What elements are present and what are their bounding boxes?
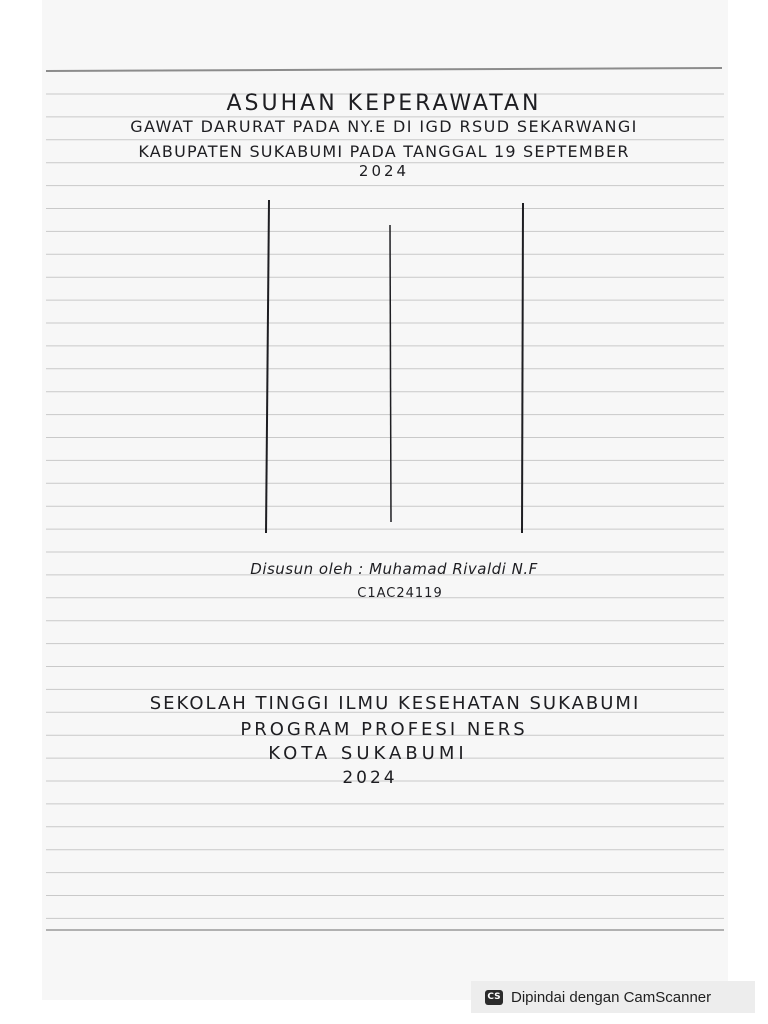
- author-line: Disusun oleh : Muhamad Rivaldi N.F: [250, 560, 538, 578]
- scanner-watermark: [471, 981, 755, 1013]
- institution-program: PROGRAM PROFESI NERS: [240, 719, 528, 740]
- institution-city: KOTA SUKABUMI: [268, 743, 468, 764]
- document-title: ASUHAN KEPERAWATAN: [226, 91, 542, 116]
- scanner-label: Dipindai dengan CamScanner: [511, 988, 712, 1006]
- document-subtitle-line1: GAWAT DARURAT PADA NY.E DI IGD RSUD SEKARWANGI: [130, 117, 638, 136]
- student-id: C1AC24119: [357, 586, 443, 601]
- document-year: 2024: [358, 162, 410, 180]
- top-margin-rule: [46, 68, 722, 71]
- document-subtitle-line2: KABUPATEN SUKABUMI PADA TANGGAL 19 SEPTEMBER: [138, 142, 630, 161]
- institution-name: SEKOLAH TINGGI ILMU KESEHATAN SUKABUMI: [149, 693, 641, 714]
- camscanner-icon: CS: [485, 990, 503, 1005]
- vertical-stroke-middle: [390, 225, 391, 522]
- vertical-stroke-right: [522, 203, 523, 533]
- institution-year: 2024: [342, 768, 398, 788]
